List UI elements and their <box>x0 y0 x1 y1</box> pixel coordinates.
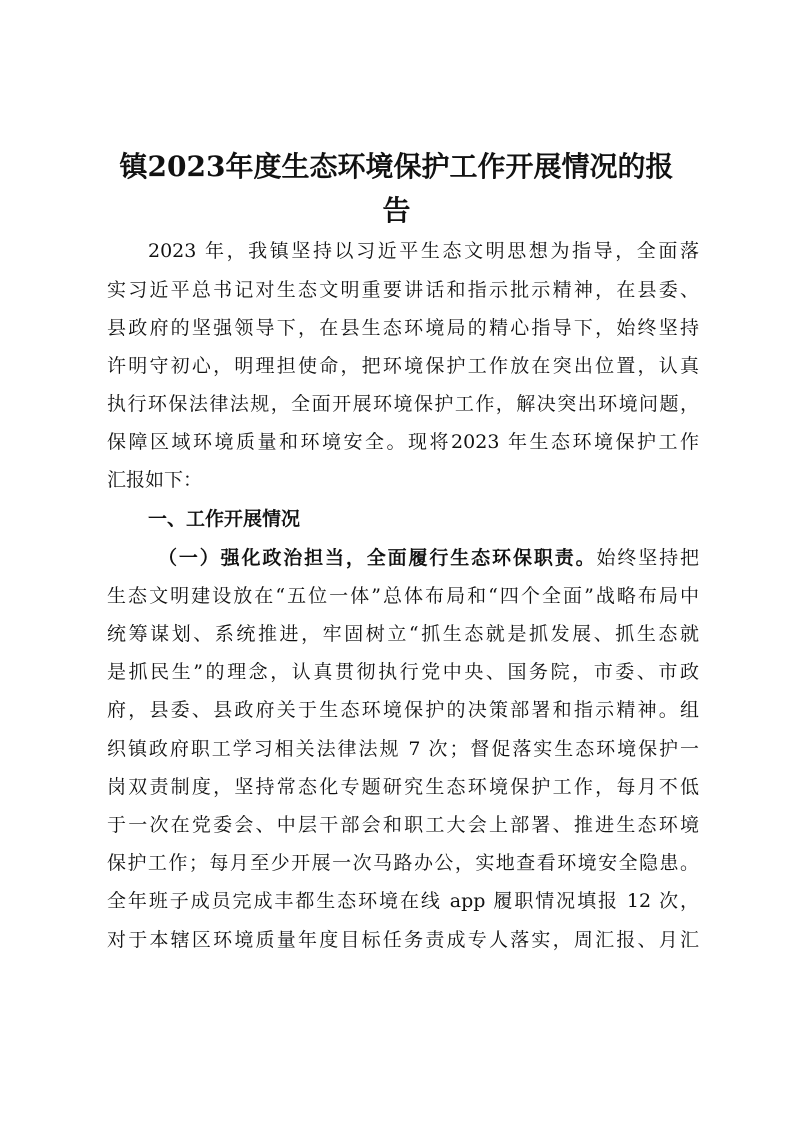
body-line-3: 是抓民生”的理念，认真贯彻执行党中央、国务院，市委、市政 <box>107 661 699 683</box>
document-title-line2: 告 <box>382 194 411 227</box>
body-line-9: 全年班子成员完成丰都生态环境在线 app 履职情况填报 12 次， <box>107 890 699 912</box>
body-line-2: 统筹谋划、系统推进，牢固树立“抓生态就是抓发展、抓生态就 <box>107 623 699 645</box>
intro-line-1: 2023 年，我镇坚持以习近平生态文明思想为指导，全面落 <box>148 240 699 262</box>
intro-line-4: 许明守初心，明理担使命，把环境保护工作放在突出位置，认真 <box>107 355 699 377</box>
section-heading: 一、工作开展情况 <box>148 508 301 530</box>
intro-line-7: 汇报如下： <box>107 469 203 491</box>
intro-line-6: 保障区域环境质量和环境安全。现将2023 年生态环境保护工作 <box>107 431 699 453</box>
body-line-6: 岗双责制度，坚持常态化专题研究生态环境保护工作，每月不低 <box>107 776 699 798</box>
subsection-first-rest: 始终坚持把 <box>596 547 699 569</box>
body-line-7: 于一次在党委会、中层干部会和职工大会上部署、推进生态环境 <box>107 814 699 836</box>
body-line-5: 织镇政府职工学习相关法律法规 7 次；督促落实生态环境保护一 <box>107 738 699 760</box>
intro-line-3: 县政府的坚强领导下，在县生态环境局的精心指导下，始终坚持 <box>107 317 699 339</box>
subsection-first-line <box>158 543 699 570</box>
body-line-8: 保护工作；每月至少开展一次马路办公，实地查看环境安全隐患。 <box>107 852 699 874</box>
body-line-1: 生态文明建设放在“五位一体”总体布局和“四个全面”战略布局中 <box>107 585 699 607</box>
subsection-title: （一）强化政治担当，全面履行生态环保职责。 <box>158 547 597 569</box>
intro-line-5: 执行环保法律法规，全面开展环境保护工作，解决突出环境问题， <box>107 393 699 415</box>
body-line-10: 对于本辖区环境质量年度目标任务责成专人落实，周汇报、月汇 <box>107 929 699 951</box>
body-line-4: 府，县委、县政府关于生态环境保护的决策部署和指示精神。组 <box>107 699 699 721</box>
intro-line-2: 实习近平总书记对生态文明重要讲话和指示批示精神，在县委、 <box>107 279 699 301</box>
document-title-line1: 镇2023年度生态环境保护工作开展情况的报 <box>119 150 674 183</box>
